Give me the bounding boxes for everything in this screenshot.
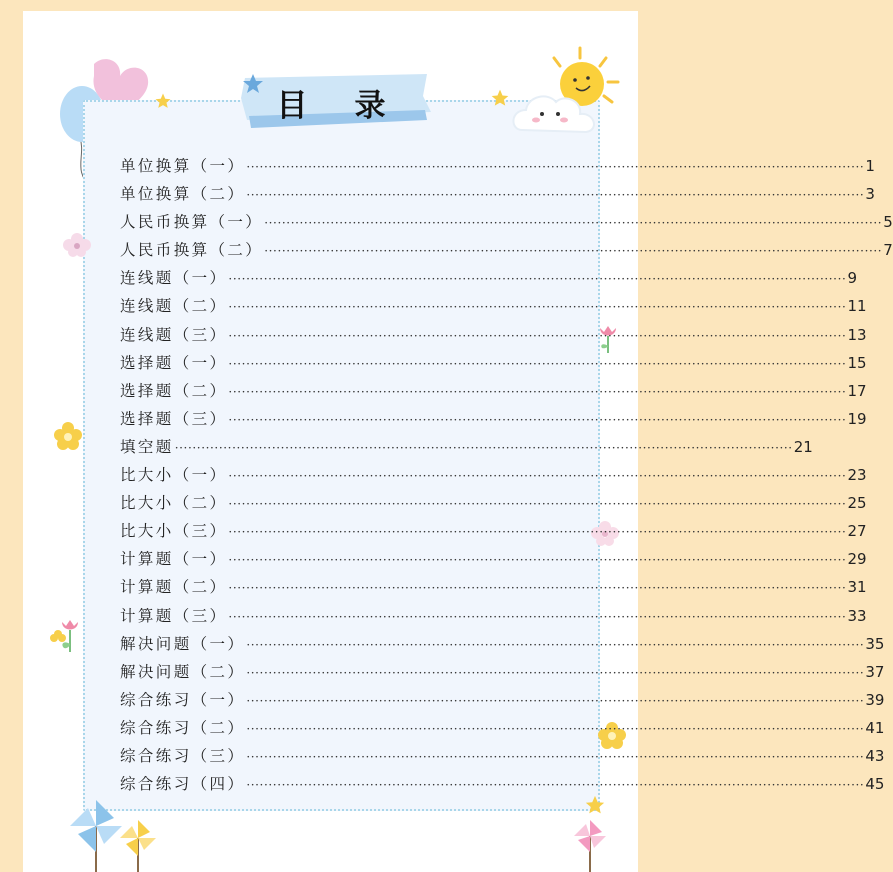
dot-leader: ············································································································································ (228, 272, 847, 287)
toc-entry[interactable] (120, 266, 857, 294)
toc-entry-title: 综合练习（二） (120, 718, 246, 737)
flower-icon (62, 232, 92, 258)
toc-entry-title: 人民币换算（一） (120, 213, 264, 232)
toc-entry-title: 计算题（二） (120, 578, 228, 597)
toc-entry-page: 31 (847, 578, 867, 597)
toc-entry[interactable] (120, 632, 885, 660)
toc-entry-title: 连线题（一） (120, 269, 228, 288)
toc-entry-title: 综合练习（一） (120, 690, 246, 709)
toc-entry-page: 15 (847, 353, 867, 372)
toc-entry-title: 选择题（二） (120, 381, 228, 400)
toc-entry-title: 人民币换算（二） (120, 241, 264, 260)
toc-entry-page: 35 (865, 634, 885, 653)
toc-entry[interactable] (120, 716, 885, 744)
dot-leader: ············································································································································ (228, 469, 847, 484)
toc-entry[interactable] (120, 238, 893, 266)
toc-entry-title: 连线题（二） (120, 297, 228, 316)
table-of-contents (120, 154, 893, 800)
toc-entry[interactable] (120, 744, 885, 772)
dot-leader: ············································································································································ (228, 300, 847, 315)
toc-entry-title: 比大小（一） (120, 466, 228, 485)
star-icon (490, 88, 510, 108)
star-icon (154, 92, 172, 110)
toc-entry[interactable] (120, 351, 867, 379)
toc-entry-title: 比大小（三） (120, 522, 228, 541)
dot-leader: ············································································································································ (228, 328, 847, 343)
toc-entry[interactable] (120, 182, 875, 210)
tulip-icon (52, 618, 84, 654)
toc-entry-page: 7 (883, 241, 893, 260)
toc-entry[interactable] (120, 435, 813, 463)
toc-entry-page: 39 (865, 690, 885, 709)
dot-leader: ············································································································································ (174, 440, 793, 455)
dot-leader: ············································································································································ (228, 412, 847, 427)
dot-leader: ············································································································································ (246, 749, 865, 764)
toc-entry-title: 连线题（三） (120, 325, 228, 344)
toc-entry[interactable] (120, 772, 885, 800)
toc-entry-title: 解决问题（一） (120, 634, 246, 653)
dot-leader: ············································································································································ (246, 778, 865, 793)
toc-entry[interactable] (120, 379, 867, 407)
toc-entry[interactable] (120, 519, 867, 547)
toc-entry[interactable] (120, 491, 867, 519)
dot-leader: ············································································································································ (246, 665, 865, 680)
dot-leader: ············································································································································ (228, 581, 847, 596)
dot-leader: ············································································································································ (246, 188, 865, 203)
toc-entry-page: 33 (847, 606, 867, 625)
toc-entry-page: 1 (865, 157, 875, 175)
toc-entry-page: 5 (883, 213, 893, 232)
toc-entry-page: 37 (865, 662, 885, 681)
toc-entry[interactable] (120, 210, 893, 238)
dot-leader: ············································································································································ (228, 609, 847, 624)
flower-icon (54, 422, 82, 452)
toc-entry-page: 25 (847, 494, 867, 513)
pinwheel-icon (572, 818, 608, 872)
toc-entry-title: 填空题 (120, 437, 174, 456)
page-title: 目 录 (276, 88, 394, 124)
dot-leader: ············································································································································ (228, 384, 847, 399)
toc-entry[interactable] (120, 323, 867, 351)
dot-leader: ············································································································································ (264, 216, 883, 231)
dot-leader: ············································································································································ (228, 356, 847, 371)
pinwheel-icon (70, 798, 160, 872)
toc-entry-title: 计算题（三） (120, 606, 228, 625)
toc-entry-page: 43 (865, 746, 885, 765)
toc-entry-page: 9 (847, 269, 857, 288)
toc-entry[interactable] (120, 604, 867, 632)
dot-leader: ············································································································································ (228, 553, 847, 568)
toc-entry[interactable] (120, 463, 867, 491)
dot-leader: ············································································································································ (246, 637, 865, 652)
toc-entry[interactable] (120, 154, 875, 182)
toc-entry-title: 综合练习（三） (120, 746, 246, 765)
toc-entry-page: 27 (847, 522, 867, 541)
toc-entry[interactable] (120, 407, 867, 435)
toc-entry-title: 选择题（一） (120, 353, 228, 372)
dot-leader: ············································································································································ (228, 525, 847, 540)
dot-leader: ············································································································································ (264, 244, 883, 259)
toc-entry-title: 计算题（一） (120, 550, 228, 569)
toc-entry-page: 13 (847, 325, 867, 344)
toc-entry[interactable] (120, 547, 867, 575)
toc-entry-page: 11 (847, 297, 867, 316)
dot-leader: ············································································································································ (246, 160, 865, 174)
toc-entry-title: 单位换算（二） (120, 185, 246, 204)
toc-entry[interactable] (120, 660, 885, 688)
toc-entry-title: 综合练习（四） (120, 775, 246, 794)
toc-entry-page: 21 (793, 437, 813, 456)
dot-leader: ············································································································································ (246, 693, 865, 708)
toc-entry-page: 17 (847, 381, 867, 400)
toc-entry-page: 19 (847, 409, 867, 428)
toc-entry[interactable] (120, 688, 885, 716)
toc-entry[interactable] (120, 575, 867, 603)
toc-entry-page: 29 (847, 550, 867, 569)
title-banner (237, 68, 433, 132)
toc-entry-page: 23 (847, 466, 867, 485)
toc-entry[interactable] (120, 294, 867, 322)
dot-leader: ············································································································································ (228, 497, 847, 512)
sun-cloud-icon (508, 44, 628, 144)
toc-entry-title: 比大小（二） (120, 494, 228, 513)
toc-entry-title: 单位换算（一） (120, 157, 246, 175)
toc-entry-page: 41 (865, 718, 885, 737)
dot-leader: ············································································································································ (246, 721, 865, 736)
star-icon (584, 794, 606, 816)
toc-entry-page: 45 (865, 775, 885, 794)
toc-entry-page: 3 (865, 185, 875, 204)
toc-entry-title: 解决问题（二） (120, 662, 246, 681)
toc-entry-title: 选择题（三） (120, 409, 228, 428)
